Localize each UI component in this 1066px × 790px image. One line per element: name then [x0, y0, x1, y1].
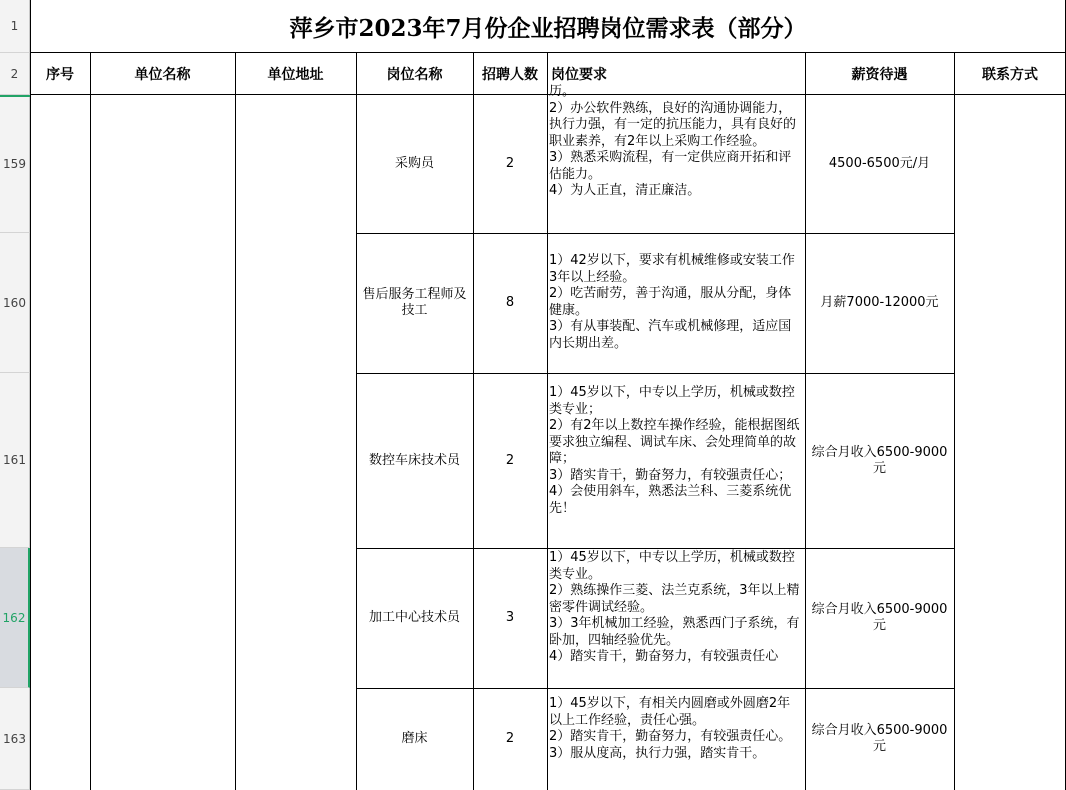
requirements-cell[interactable]: [547, 233, 805, 373]
header-contact[interactable]: 联系方式: [954, 53, 1066, 95]
row-border: [356, 548, 954, 549]
requirements-cell[interactable]: [547, 373, 805, 548]
sheet-title[interactable]: 萍乡市2023年7月份企业招聘岗位需求表（部分）: [30, 0, 1066, 53]
count-cell[interactable]: 2: [505, 452, 515, 468]
header-requirements[interactable]: 岗位要求: [547, 53, 805, 95]
requirement-line: 2）熟练操作三菱、法兰克系统，3年以上精密零件调试经验。: [549, 583, 800, 615]
header-salary[interactable]: 薪资待遇: [805, 53, 954, 95]
row-border: [356, 688, 954, 689]
salary-cell[interactable]: 4500-6500元/月: [828, 156, 931, 171]
requirement-line: 2）吃苦耐劳，善于沟通，服从分配，身体健康。: [549, 286, 792, 318]
column-border: [30, 0, 31, 790]
requirement-line: 2）有2年以上数控车操作经验，能根据图纸要求独立编程、调试车床、会处理简单的故障；: [549, 418, 800, 466]
count-cell[interactable]: 3: [505, 610, 515, 625]
position-cell[interactable]: 磨床: [401, 731, 428, 746]
column-border: [90, 53, 91, 790]
header-count[interactable]: 招聘人数: [473, 53, 547, 95]
count-cell[interactable]: 8: [505, 295, 515, 310]
column-border: [356, 53, 357, 790]
requirement-line: 1）45岁以下，有相关内圆磨或外圆磨2年以上工作经验，责任心强。: [549, 696, 791, 728]
header-seq[interactable]: 序号: [30, 53, 90, 95]
requirement-line: 3）踏实肯干，勤奋努力，有较强责任心；: [549, 467, 792, 483]
requirements-cell[interactable]: [547, 688, 805, 790]
row-header-161[interactable]: 161: [0, 373, 30, 548]
position-cell[interactable]: 售后服务工程师及技工: [362, 287, 467, 318]
requirement-line: 历。: [549, 84, 576, 99]
row-border: [356, 233, 954, 234]
position-cell[interactable]: 采购员: [394, 156, 434, 171]
column-border: [805, 53, 806, 790]
header-position[interactable]: 岗位名称: [356, 53, 473, 95]
count-cell[interactable]: 2: [505, 156, 515, 171]
salary-cell[interactable]: 综合月收入6500-9000元: [811, 723, 948, 754]
requirement-line: 3）3年机械加工经验，熟悉西门子系统，有卧加，四轴经验优先。: [549, 616, 800, 648]
position-cell[interactable]: 数控车床技术员: [368, 452, 460, 468]
column-border: [954, 53, 955, 790]
column-border: [473, 53, 474, 790]
row-header-163[interactable]: 163: [0, 688, 30, 790]
requirement-line: 1）42岁以下，要求有机械维修或安装工作3年以上经验。: [549, 253, 795, 285]
requirement-line: 4）为人正直，清正廉洁。: [549, 183, 701, 198]
requirement-line: 2）踏实肯干，勤奋努力，有较强责任心。: [549, 729, 792, 744]
row-header-160[interactable]: 160: [0, 233, 30, 373]
requirement-line: 1）45岁以下，中专以上学历，机械或数控类专业。: [549, 550, 795, 582]
row-header-1[interactable]: 1: [0, 0, 30, 53]
count-cell[interactable]: 2: [505, 731, 515, 746]
requirement-line: 3）服从度高，执行力强，踏实肯干。: [549, 745, 766, 761]
header-company[interactable]: 单位名称: [90, 53, 235, 95]
row-border: [356, 373, 954, 374]
requirement-line: 3）有从事装配、汽车或机械修理，适应国内长期出差。: [549, 319, 792, 351]
column-border: [547, 53, 548, 790]
position-cell[interactable]: 加工中心技术员: [368, 610, 460, 625]
row-header-162[interactable]: 162: [0, 548, 30, 688]
requirement-line: 3）熟悉采购流程，有一定供应商开拓和评估能力。: [549, 150, 792, 182]
requirement-line: 4）会使用斜车，熟悉法兰科、三菱系统优先！: [549, 484, 792, 516]
header-address[interactable]: 单位地址: [235, 53, 356, 95]
salary-cell[interactable]: 月薪7000-12000元: [820, 295, 939, 310]
requirement-line: 1）45岁以下，中专以上学历，机械或数控类专业；: [549, 385, 795, 417]
requirements-cell[interactable]: [547, 84, 805, 233]
requirement-line: 4）踏实肯干，勤奋努力，有较强责任心: [549, 649, 779, 664]
row-header-159[interactable]: 159: [0, 95, 30, 233]
row-header-2[interactable]: 2: [0, 53, 30, 95]
selection-marker: [0, 95, 30, 97]
salary-cell[interactable]: 综合月收入6500-9000元: [811, 602, 948, 633]
salary-cell[interactable]: 综合月收入6500-9000元: [811, 444, 948, 476]
requirements-cell[interactable]: [547, 548, 805, 688]
requirement-line: 2）办公软件熟练，良好的沟通协调能力，执行力强，有一定的抗压能力，具有良好的职业素养，有2年以上采购工作经验。: [549, 100, 797, 149]
column-border: [235, 53, 236, 790]
